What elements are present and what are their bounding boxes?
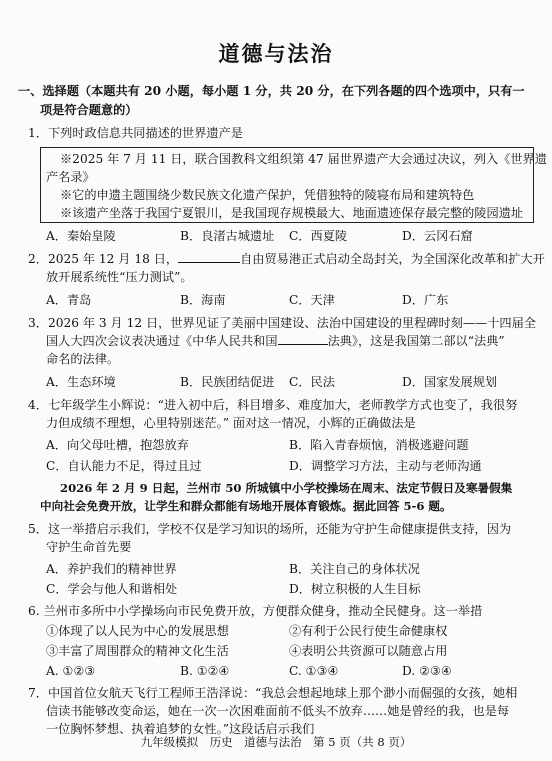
q5-option-c: C．学会与他人和谐相处 xyxy=(46,582,178,596)
material-text: 中向社会免费开放，让学生和群众都能有场地开展体育锻炼。据此回答 5-6 题。 xyxy=(40,499,452,513)
q6-option-c: C. ①③④ xyxy=(289,664,339,678)
q4-stem: 4．七年级学生小辉说：“进入初中后，科目增多、难度加大，老师教学方式也变了，我很努 xyxy=(28,398,518,412)
q3-option-d: D．国家发展规划 xyxy=(402,375,498,389)
q6-item: ①体现了以人民为中心的发展思想 xyxy=(46,624,229,638)
q6-item: ②有利于公民行使生命健康权 xyxy=(289,624,448,638)
q1-box-line: ※它的申遗主题围绕少数民族文化遗产保护，凭借独特的陵寝布局和建筑特色 xyxy=(60,188,475,202)
q6-stem: 6. 兰州市多所中小学操场向市民免费开放，方便群众健身，推动全民健身。这一举措 xyxy=(28,604,483,618)
q7-stem: 7．中国首位女航天飞行工程师王浩泽说：“我总会想起地球上那个渺小而倔强的女孩，她相 xyxy=(28,686,518,700)
q2-stem-cont: 放开展系统性“压力测试”。 xyxy=(46,270,193,284)
q3-stem3: 命名的法律。 xyxy=(46,352,120,366)
q2-stem: 2．2025 年 12 月 18 日， 自由贸易港正式启动全岛封关，为全国深化改革和扩大开 xyxy=(28,252,545,266)
q4-option-d: D．调整学习方法，主动与老师沟通 xyxy=(289,459,482,473)
q1-box-line: ※2025 年 7 月 11 日，联合国教科文组织第 47 届世界遗产大会通过决议，列入《世界遗 xyxy=(60,152,547,166)
q7-stem3: 一位胸怀梦想、执着追梦的女性。”这段话启示我们 xyxy=(46,722,315,736)
q2-option-a: A．青岛 xyxy=(46,293,92,307)
q1-box-line: 产名录》 xyxy=(46,170,95,184)
section-heading-cont: 项是符合题意的） xyxy=(40,103,138,117)
material-text: 2026 年 2 月 9 日起，兰州市 50 所城镇中小学校操场在周末、法定节假日及寒暑假集 xyxy=(60,481,513,495)
q1-stem: 1．下列时政信息共同描述的世界遗产是 xyxy=(28,126,243,140)
q4-option-c: C．自认能力不足，得过且过 xyxy=(46,459,202,473)
q3-stem2: 国人大四次会议表决通过《中华人民共和国 法典》，这是我国第二部以“法典” xyxy=(46,334,505,348)
q5-option-d: D．树立积极的人生目标 xyxy=(289,582,421,596)
q5-option-b: B．关注自己的身体状况 xyxy=(289,562,420,576)
section-heading: 一、选择题（本题共有 20 小题，每小题 1 分，共 20 分，在下列各题的四个选项中，只有一 xyxy=(18,84,525,98)
q4-stem2: 力但成绩不理想，心里特别迷茫。” 面对这一情况，小辉的正确做法是 xyxy=(46,416,416,430)
q3-option-b: B．民族团结促进 xyxy=(180,375,275,389)
q7-stem2: 信读书能够改变命运，她在一次一次困难面前不低头不放弃……她是曾经的我，也是每 xyxy=(46,704,510,718)
q6-item: ③丰富了周围群众的精神文化生活 xyxy=(46,644,229,658)
q1-option-a: A．秦始皇陵 xyxy=(46,229,116,243)
q1-option-d: D．云冈石窟 xyxy=(402,229,473,243)
q4-option-a: A．向父母吐槽，抱怨放弃 xyxy=(46,438,189,452)
q5-option-a: A．养护我们的精神世界 xyxy=(46,562,177,576)
q2-option-d: D．广东 xyxy=(402,293,449,307)
q3-option-c: C．民法 xyxy=(289,375,335,389)
q6-option-d: D. ②③④ xyxy=(402,664,452,678)
q1-box-line: ※该遗产坐落于我国宁夏银川，是我国现存规模最大、地面遗迹保存最完整的陵园遗址 xyxy=(60,206,524,220)
q3-stem: 3．2026 年 3 月 12 日，世界见证了美丽中国建设、法治中国建设的里程碑时刻——十四届全 xyxy=(28,316,536,330)
q6-option-b: B. ①②④ xyxy=(180,664,230,678)
q5-stem2: 守护生命首先要 xyxy=(46,540,132,554)
q6-item: ④表明公共资源可以随意占用 xyxy=(289,644,448,658)
q6-option-a: A. ①②③ xyxy=(46,664,96,678)
answer-blank xyxy=(278,332,328,345)
q2-option-b: B．海南 xyxy=(180,293,226,307)
page-title: 道德与法治 xyxy=(218,42,334,66)
q5-stem: 5．这一举措启示我们，学校不仅是学习知识的场所，还能为守护生命健康提供支持，因为 xyxy=(28,522,512,536)
q3-option-a: A．生态环境 xyxy=(46,375,116,389)
page-footer: 九年级模拟 历史 道德与法治 第 5 页（共 8 页） xyxy=(140,735,412,749)
q1-option-c: C．西夏陵 xyxy=(289,229,348,243)
answer-blank xyxy=(178,250,240,263)
q1-option-b: B．良渚古城遗址 xyxy=(180,229,275,243)
q4-option-b: B．陷入青春烦恼，消极逃避问题 xyxy=(289,438,469,452)
q2-option-c: C．天津 xyxy=(289,293,335,307)
